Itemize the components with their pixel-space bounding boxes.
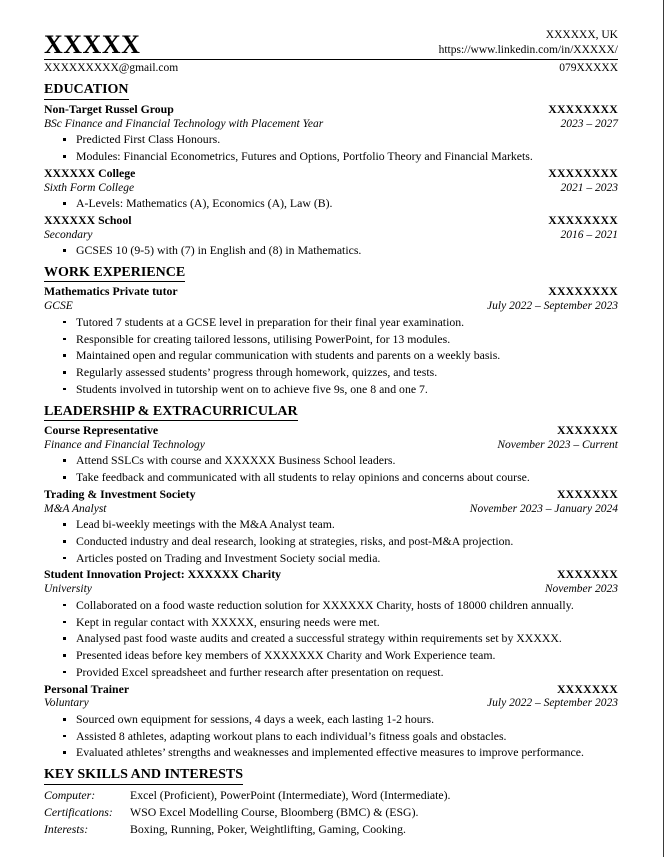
entry-header-row (44, 102, 618, 117)
list-item: Evaluated athletes’ strengths and weaknesses and implemented effective measures to improve performance. (44, 744, 618, 761)
entry-subheader-row (44, 582, 618, 596)
list-item: Take feedback and communicated with all students to relay opinions and concerns about course. (44, 469, 618, 486)
list-item: A-Levels: Mathematics (A), Economics (A), Law (B). (44, 195, 618, 212)
skill-row-computer (44, 787, 618, 804)
entry-subtitle: M&A Analyst (44, 502, 107, 515)
section-heading: EDUCATION (44, 82, 129, 100)
entry-title: Mathematics Private tutor (44, 284, 178, 299)
entry-subheader-row (44, 181, 618, 195)
entry-bullet-list (44, 242, 618, 259)
list-item: Modules: Financial Econometrics, Futures and Options, Portfolio Theory and Financial Markets. (44, 148, 618, 165)
list-item: Conducted industry and deal research, looking at strategies, risks, and post-M&A projection. (44, 533, 618, 550)
entry-date: July 2022 – September 2023 (487, 300, 618, 313)
list-item: Presented ideas before key members of XXXXXXX Charity and Work Experience team. (44, 647, 618, 664)
section-education (44, 80, 618, 259)
entry-trading-investment-society (44, 487, 618, 567)
list-item: Assisted 8 athletes, adapting workout plans to each individual’s fitness goals and obstacles. (44, 728, 618, 745)
entry-university (44, 102, 618, 165)
entry-location: XXXXXXX (556, 567, 618, 582)
entry-subheader-row (44, 438, 618, 452)
resume-content (44, 28, 618, 838)
skill-value: WSO Excel Modelling Course, Bloomberg (BMC) & (ESG). (130, 804, 419, 819)
list-item: Articles posted on Trading and Investment Society social media. (44, 550, 618, 567)
entry-student-innovation-project (44, 567, 618, 680)
skill-label: Certifications: (44, 804, 113, 819)
email-text[interactable]: XXXXXXXXX@gmail.com (44, 62, 179, 75)
section-heading: WORK EXPERIENCE (44, 265, 185, 283)
entry-date: November 2023 – January 2024 (469, 502, 618, 515)
entry-location: XXXXXXX (556, 423, 618, 438)
list-item: Collaborated on a food waste reduction solution for XXXXXX Charity, hosts of 18000 children annually. (44, 597, 618, 614)
entry-subtitle: BSc Finance and Financial Technology with Placement Year (44, 117, 324, 130)
entry-location: XXXXXXX (556, 486, 618, 501)
entry-bullet-list (44, 195, 618, 212)
section-work-experience (44, 263, 618, 398)
entry-personal-trainer (44, 682, 618, 762)
skill-row-certifications (44, 804, 618, 821)
entry-date: November 2023 – Current (497, 438, 618, 451)
entry-subtitle: University (44, 583, 92, 596)
entry-location: XXXXXXXX (548, 212, 618, 227)
skills-list (44, 787, 618, 838)
section-leadership (44, 402, 618, 762)
section-heading: KEY SKILLS AND INTERESTS (44, 767, 243, 785)
list-item: Maintained open and regular communication with students and parents on a weekly basis. (44, 347, 618, 364)
entry-date: November 2023 (544, 583, 618, 596)
entry-location: XXXXXXXX (548, 165, 618, 180)
entry-college (44, 166, 618, 212)
list-item: Lead bi-weekly meetings with the M&A Analyst team. (44, 516, 618, 533)
entry-bullet-list (44, 452, 618, 486)
entry-header-row (44, 423, 618, 438)
entry-location: XXXXXXXX (548, 284, 618, 299)
entry-location: XXXXXXXX (548, 101, 618, 116)
location-text: XXXXXX, UK (545, 29, 618, 41)
entry-header-row (44, 213, 618, 228)
list-item: GCSES 10 (9-5) with (7) in English and (8) in Mathematics. (44, 242, 618, 259)
entry-subtitle: Finance and Financial Technology (44, 438, 205, 451)
header-top-row (44, 28, 618, 58)
entry-header-row (44, 284, 618, 299)
skill-row-interests (44, 821, 618, 838)
entry-subtitle: Voluntary (44, 697, 89, 710)
list-item: Tutored 7 students at a GCSE level in preparation for their final year examination. (44, 314, 618, 331)
entry-title: Personal Trainer (44, 681, 130, 696)
list-item: Responsible for creating tailored lessons, utilising PowerPoint, for 13 modules. (44, 331, 618, 348)
entry-subtitle: Sixth Form College (44, 181, 135, 194)
skill-label: Interests: (44, 821, 89, 836)
resume-header (44, 28, 618, 76)
entry-course-representative (44, 423, 618, 486)
section-key-skills (44, 765, 618, 838)
entry-subheader-row (44, 299, 618, 313)
entry-header-row (44, 487, 618, 502)
list-item: Attend SSLCs with course and XXXXXX Business School leaders. (44, 452, 618, 469)
entry-school (44, 213, 618, 259)
entry-subheader-row (44, 696, 618, 710)
entry-subheader-row (44, 117, 618, 131)
entry-bullet-list (44, 711, 618, 761)
skill-value: Boxing, Running, Poker, Weightlifting, Gaming, Cooking. (130, 821, 406, 836)
list-item: Provided Excel spreadsheet and further research after presentation on request. (44, 664, 618, 681)
entry-bullet-list (44, 131, 618, 165)
list-item: Analysed past food waste audits and created a successful strategy within requirements set by XXXXX. (44, 630, 618, 647)
entry-title: XXXXXX College (44, 165, 136, 180)
entry-subheader-row (44, 228, 618, 242)
entry-header-row (44, 166, 618, 181)
entry-date: 2016 – 2021 (560, 228, 618, 241)
phone-text: 079XXXXX (559, 62, 618, 75)
header-contact-block (439, 28, 618, 58)
list-item: Regularly assessed students’ progress through homework, quizzes, and tests. (44, 364, 618, 381)
entry-bullet-list (44, 516, 618, 566)
entry-subheader-row (44, 502, 618, 516)
list-item: Kept in regular contact with XXXXX, ensuring needs were met. (44, 614, 618, 631)
entry-title: Trading & Investment Society (44, 486, 196, 501)
section-heading: LEADERSHIP & EXTRACURRICULAR (44, 404, 298, 422)
entry-title: XXXXXX School (44, 212, 132, 227)
linkedin-link[interactable]: https://www.linkedin.com/in/XXXXX/ (438, 43, 618, 56)
entry-subtitle: Secondary (44, 228, 93, 241)
entry-location: XXXXXXX (556, 681, 618, 696)
list-item: Students involved in tutorship went on to achieve five 9s, one 8 and one 7. (44, 381, 618, 398)
candidate-name: XXXXX (44, 30, 141, 60)
entry-title: Student Innovation Project: XXXXXX Charity (44, 567, 282, 582)
entry-bullet-list (44, 314, 618, 398)
skill-label: Computer: (44, 787, 96, 802)
entry-header-row (44, 682, 618, 697)
entry-date: July 2022 – September 2023 (487, 697, 618, 710)
entry-header-row (44, 567, 618, 582)
entry-private-tutor (44, 284, 618, 397)
entry-bullet-list (44, 597, 618, 681)
entry-subtitle: GCSE (44, 300, 73, 313)
entry-date: 2021 – 2023 (560, 181, 618, 194)
skill-value: Excel (Proficient), PowerPoint (Intermediate), Word (Intermediate). (130, 787, 451, 802)
header-bottom-row (44, 60, 618, 76)
list-item: Predicted First Class Honours. (44, 131, 618, 148)
entry-title: Non-Target Russel Group (44, 101, 174, 116)
list-item: Sourced own equipment for sessions, 4 days a week, each lasting 1-2 hours. (44, 711, 618, 728)
entry-date: 2023 – 2027 (560, 117, 618, 130)
entry-title: Course Representative (44, 423, 159, 438)
